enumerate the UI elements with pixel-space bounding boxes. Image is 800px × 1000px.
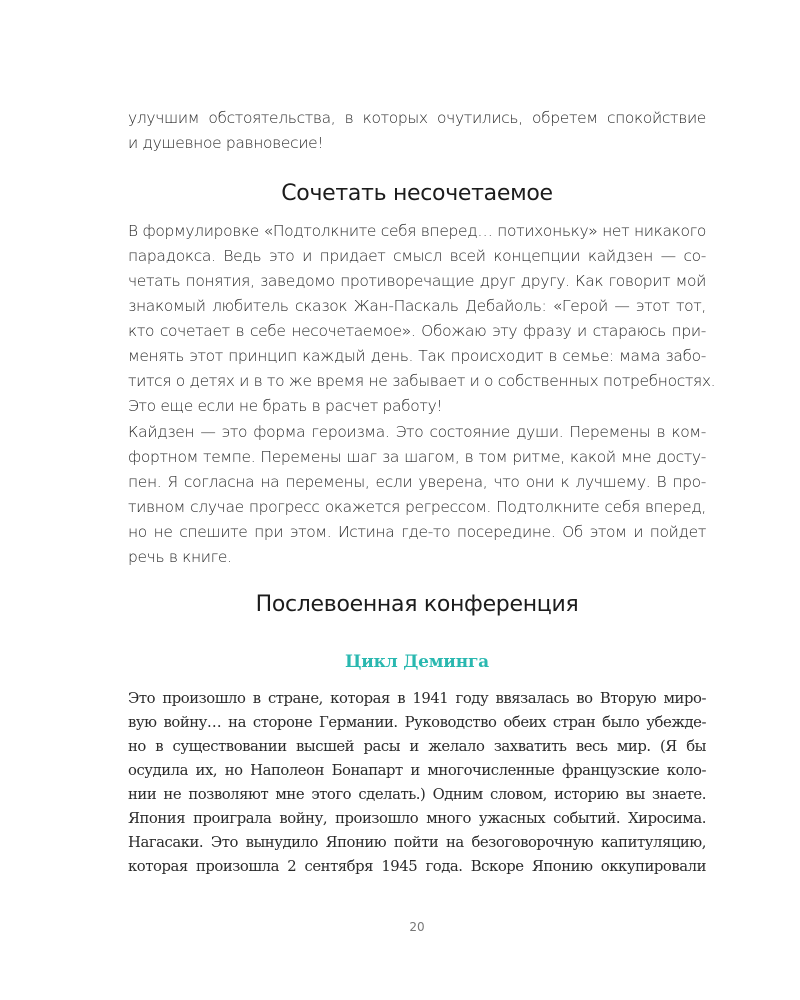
text-line: Это произошло в стране, которая в 1941 году ввязалась во Вторую миро- [128,690,706,707]
text-line: осудила их, но Наполеон Бонапарт и многочисленные французские коло- [128,762,706,779]
page-number: 20 [409,920,425,934]
text-line: Нагасаки. Это вынудило Японию пойти на безоговорочную капитуляцию, [128,834,706,851]
text-line: но не спешите при этом. Истина где-то посередине. Об этом и пойдет [128,523,706,541]
book-page [128,0,716,1000]
paragraph-japan-history [128,687,706,879]
text-line: и душевное равновесие! [128,134,324,152]
section-heading-postwar-conference: Послевоенная конференция [255,592,579,617]
text-line: речь в книге. [128,548,232,566]
subheading-deming-cycle: Цикл Деминга [344,652,489,672]
text-line: но в существовании высшей расы и желало захватить весь мир. (Я бы [128,738,706,755]
text-line: парадокса. Ведь это и придает смысл всей концепции кайдзен — со- [128,247,706,265]
text-line: фортном темпе. Перемены шаг за шагом, в том ритме, какой мне досту- [128,448,706,466]
section-heading-combine-incompatible: Сочетать несочетаемое [281,181,553,206]
continuation-paragraph [128,106,706,156]
text-line: Это еще если не брать в расчет работу! [128,397,443,415]
text-line: Япония проиграла войну, произошло много ужасных событий. Хиросима. [128,810,706,827]
paragraph-kaizen-paradox [128,219,716,419]
paragraph-kaizen-heroism [128,420,706,570]
text-line: тивном случае прогресс окажется регрессом. Подтолкните себя вперед, [128,498,706,516]
text-line: В формулировке «Подтолкните себя вперед… потихоньку» нет никакого [128,222,706,240]
text-line: вую войну… на стороне Германии. Руководство обеих стран было убежде- [128,714,706,731]
text-line: Кайдзен — это форма героизма. Это состояние души. Перемены в ком- [128,423,706,441]
text-line: менять этот принцип каждый день. Так происходит в семье: мама забо- [128,347,706,365]
text-line: знакомый любитель сказок Жан-Паскаль Дебайоль: «Герой — этот тот, [128,297,706,315]
text-line: четать понятия, заведомо противоречащие друг другу. Как говорит мой [128,272,706,290]
text-line: пен. Я согласна на перемены, если уверена, что они к лучшему. В про- [128,473,706,491]
text-line: кто сочетает в себе несочетаемое». Обожаю эту фразу и стараюсь при- [128,322,706,340]
text-line: улучшим обстоятельства, в которых очутились, обретем спокойствие [128,109,706,127]
text-line: тится о детях и в то же время не забывает и о собственных потребностях. [128,372,716,390]
text-line: нии не позволяют мне этого сделать.) Одним словом, историю вы знаете. [128,786,706,803]
text-line: которая произошла 2 сентября 1945 года. Вскоре Японию оккупировали [128,858,706,875]
